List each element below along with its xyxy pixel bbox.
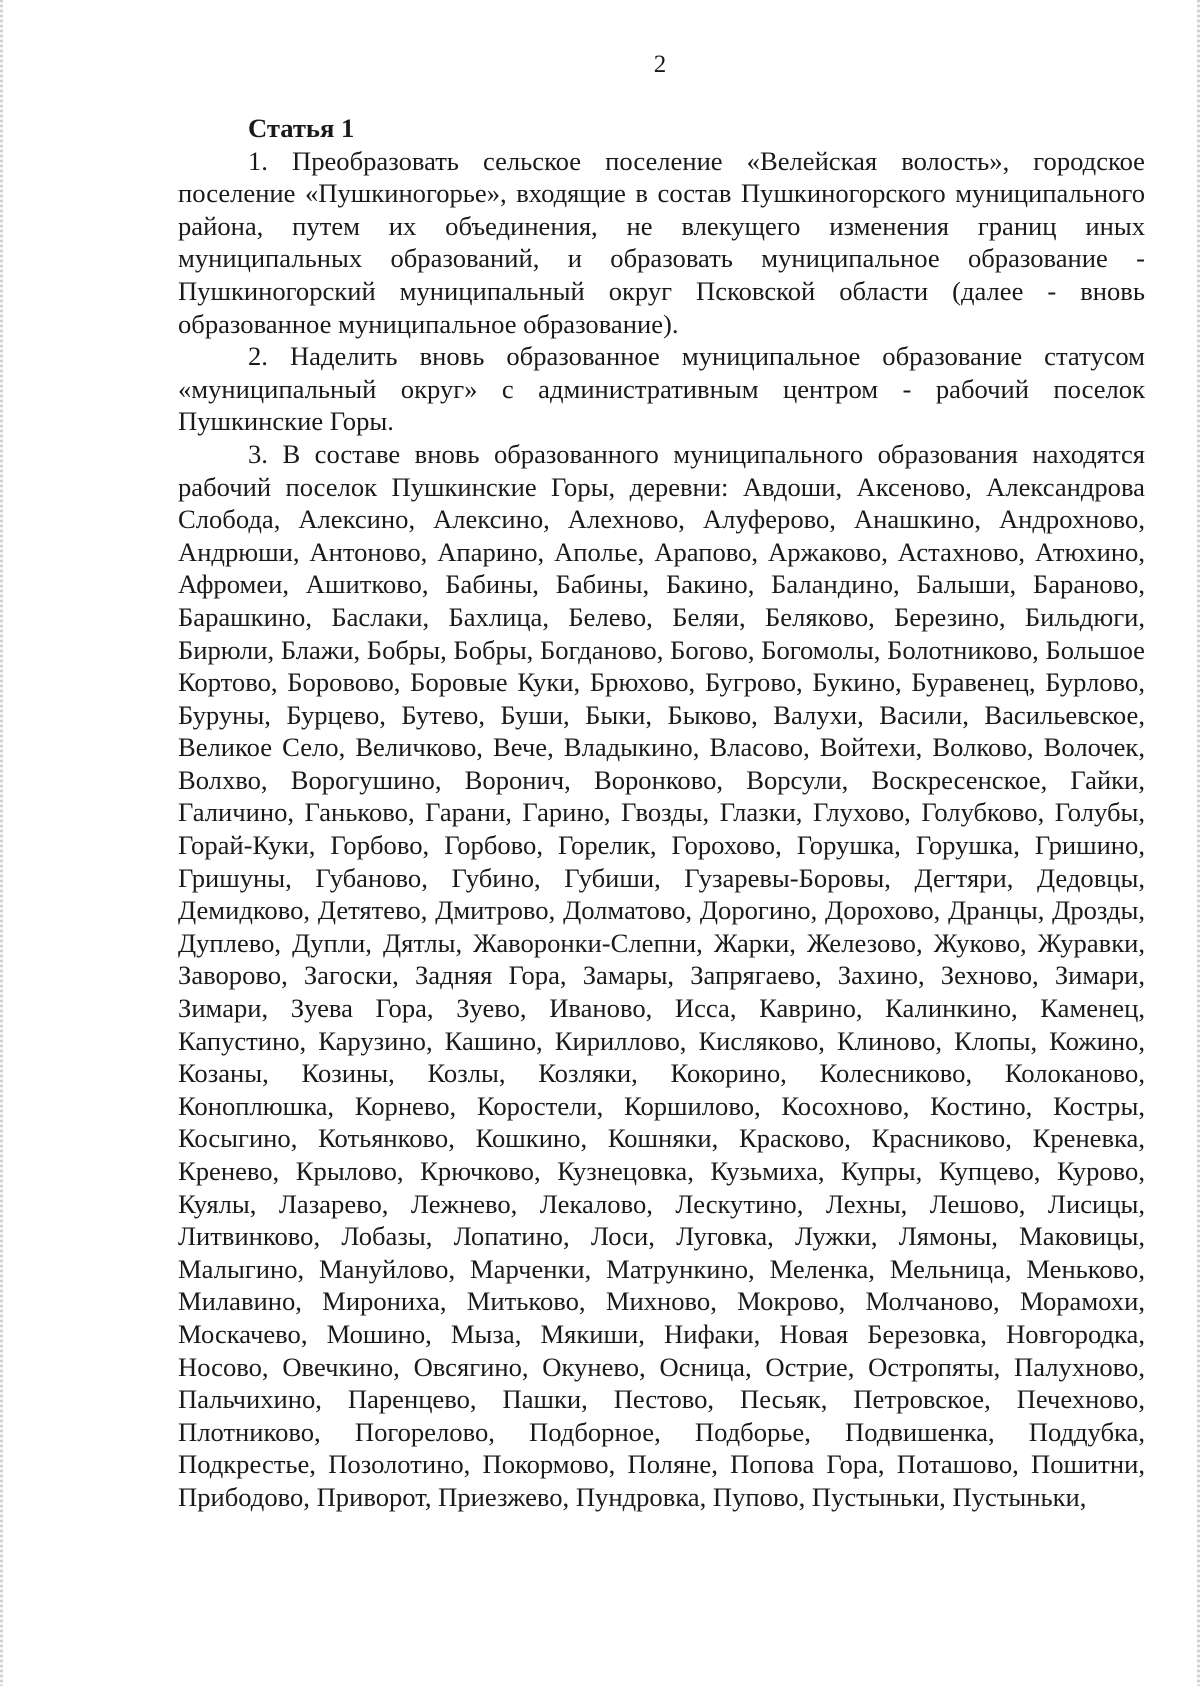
document-body — [178, 112, 1145, 1514]
article-heading: Статья 1 — [248, 113, 355, 143]
article-paragraph-1: 1. Преобразовать сельское поселение «Велейская волость», городское поселение «Пушкиногорье», входящие в состав Пушкиногорского муниципального района, путем их объединения, не влекущего изменения границ иных муниципальных образований, и образовать муниципальное образование - Пушкиногорский муниципальный округ Псковской области (далее - вновь образованное муниципальное образование). — [178, 145, 1145, 339]
page-number: 2 — [653, 51, 667, 78]
article-paragraph-3: 3. В составе вновь образованного муниципального образования находятся рабочий поселок Пушкинские Горы, деревни: Авдоши, Аксеново, Александрова Слобода, Алексино, Алексино, Алехново, Алуферово, Анашкино, Андрохново, Андрюши, Антоново, Апарино, Аполье, Арапово, Аржаково, Астахново, Атюхино, Афромеи, Ашитково, Бабины, Бабины, Бакино, Баландино, Балыши, Бараново, Барашкино, Баслаки, Бахлица, Белево, Беляи, Беляково, Березино, Бильдюги, Бирюли, Блажи, Бобры, Бобры, Богданово, Богово, Богомолы, Болотниково, Большое Кортово, Боровово, Боровые Куки, Брюхово, Бугрово, Букино, Буравенец, Бурлово, Буруны, Бурцево, Бутево, Буши, Быки, Быково, Валухи, Васили, Васильевское, Великое Село, Величково, Вече, Владыкино, Власово, Войтехи, Волково, Волочек, Волхво, Ворогушино, Воронич, Воронково, Ворсули, Воскресенское, Гайки, Галичино, Ганьково, Гарани, Гарино, Гвозды, Глазки, Глухово, Голубково, Голубы, Горай-Куки, Горбово, Горбово, Горелик, Горохово, Горушка, Горушка, Гришино, Гришуны, Губаново, Губино, Губиши, Гузаревы-Боровы, Дегтяри, Дедовцы, Демидково, Детятево, Дмитрово, Долматово, Дорогино, Дорохово, Дранцы, Дрозды, Дуплево, Дупли, Дятлы, Жаворонки-Слепни, Жарки, Железово, Жуково, Журавки, Заворово, Загоски, Задняя Гора, Замары, Запрягаево, Захино, Зехново, Зимари, Зимари, Зуева Гора, Зуево, Иваново, Исса, Каврино, Калинкино, Каменец, Капустино, Карузино, Кашино, Кириллово, Кисляково, Клиново, Клопы, Кожино, Козаны, Козины, Козлы, Козляки, Кокорино, Колесниково, Колоканово, Коноплюшка, Корнево, Коростели, Коршилово, Косохново, Костино, Костры, Косыгино, Котьянково, Кошкино, Кошняки, Красково, Красниково, Креневка, Кренево, Крылово, Крючково, Кузнецовка, Кузьмиха, Купры, Купцево, Курово, Куялы, Лазарево, Лежнево, Лекалово, Лескутино, Лехны, Лешово, Лисицы, Литвинково, Лобазы, Лопатино, Лоси, Луговка, Лужки, Лямоны, Маковицы, Малыгино, Мануйлово, Марченки, Матрункино, Меленка, Мельница, Меньково, Милавино, Мирониха, Митьково, Михново, Мокрово, Молчаново, Морамохи, Москачево, Мошино, Мыза, Мякиши, Нифаки, Новая Березовка, Новгородка, Носово, Овечкино, Овсягино, Окунево, Осница, Острие, Остропяты, Палухново, Пальчихино, Паренцево, Пашки, Пестово, Песьяк, Петровское, Печехново, Плотниково, Погорелово, Подборное, Подборье, Подвишенка, Поддубка, Подкрестье, Позолотино, Покормово, Поляне, Попова Гора, Поташово, Пошитни, Прибодово, Приворот, Приезжево, Пундровка, Пупово, Пустыньки, Пустыньки, — [178, 438, 1145, 1512]
scan-edge-left — [0, 0, 3, 1686]
article-paragraph-2: 2. Наделить вновь образованное муниципальное образование статусом «муниципальный округ» с административным центром - рабочий поселок Пушкинские Горы. — [178, 341, 1145, 437]
